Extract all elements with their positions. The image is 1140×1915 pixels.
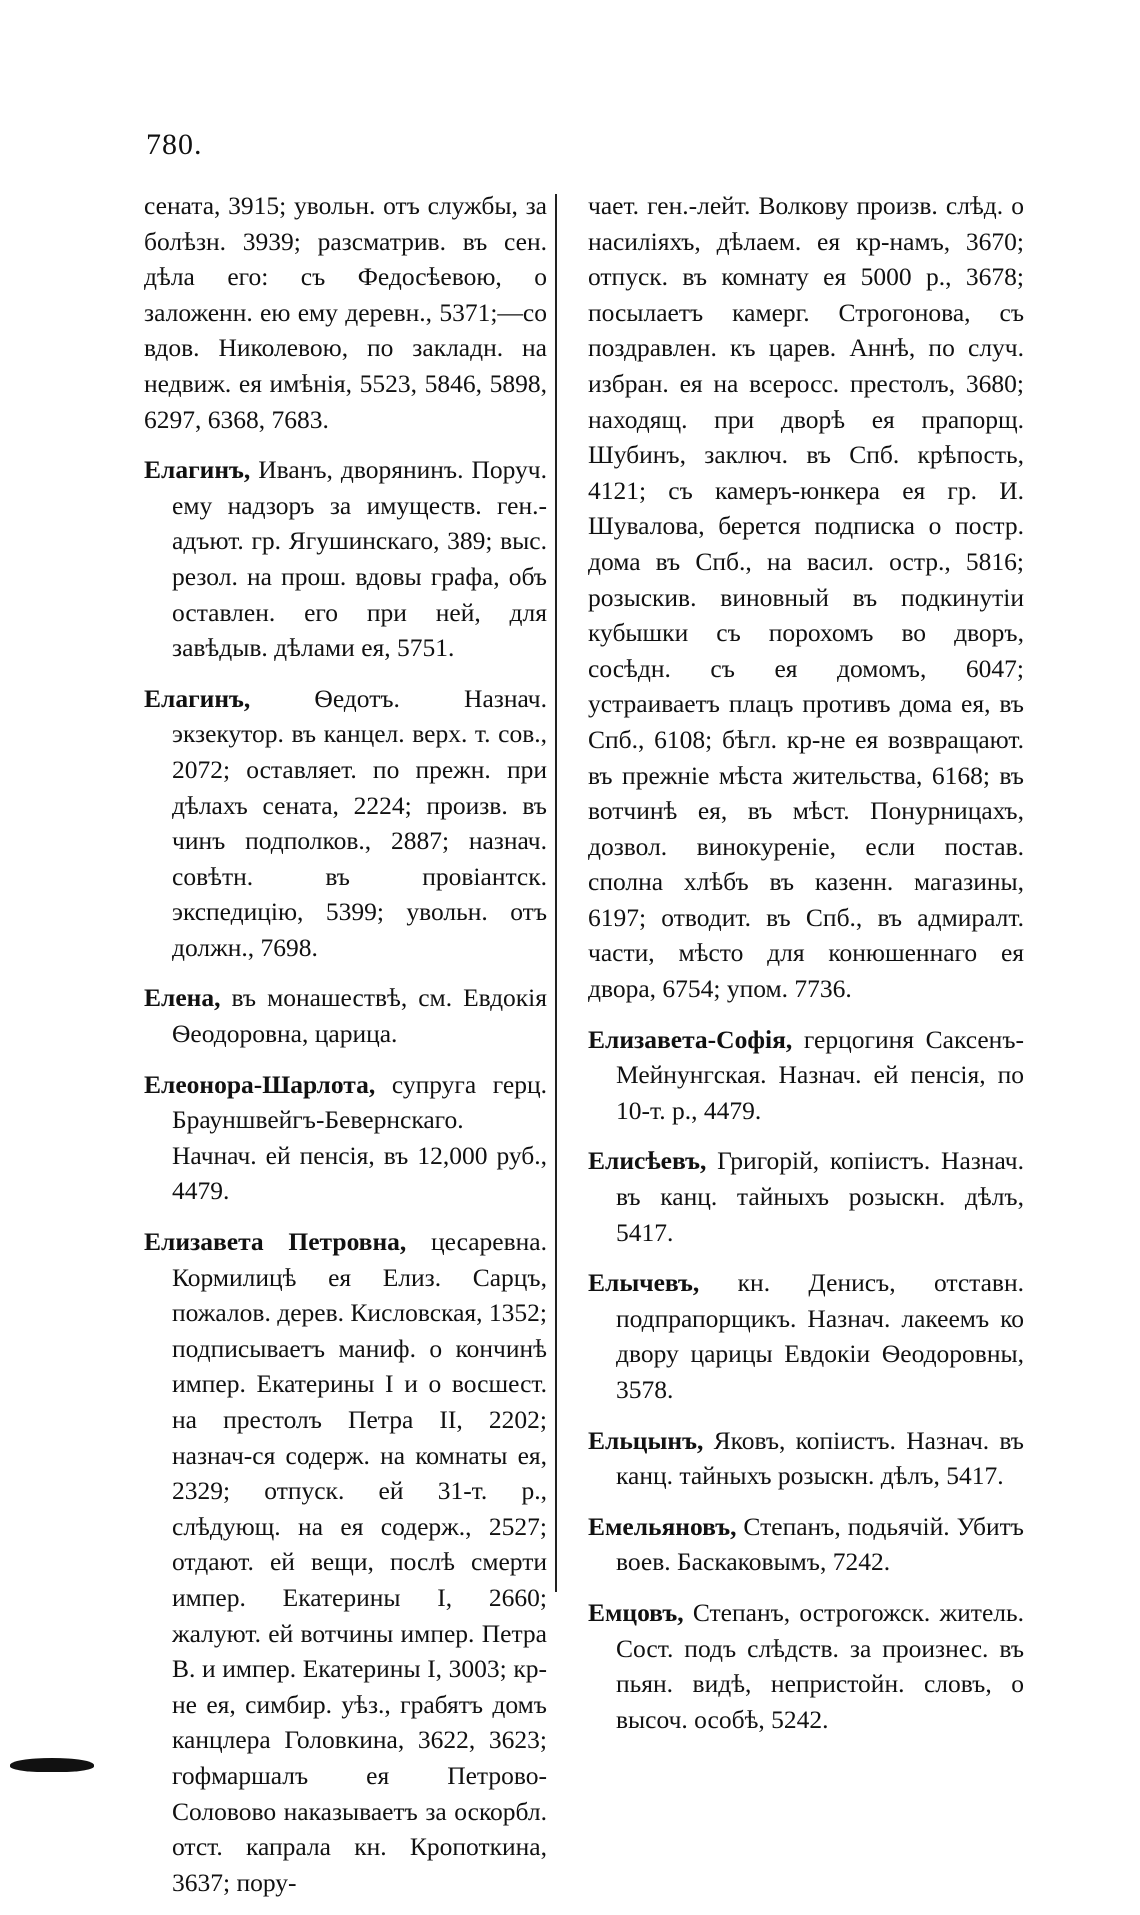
index-entry — [588, 1265, 1024, 1407]
entry-head: Елычевъ, — [588, 1268, 700, 1298]
entry-text: цесаревна. Кормилицѣ ея Елиз. Сарцъ, пожалов. дерев. Кисловская, 1352; подписываетъ маниф. о кончинѣ импер. Екатерины I и о восшест. на престолъ Петра II, 2202; назнач-ся содерж. на комнаты ея, 2329; отпуск. ей 31-т. р., слѣдующ. на ея содерж., 2527; отдают. ей вещи, послѣ смерти импер. Екатерины I, 2660; жалуют. ей вотчины импер. Петра В. и импер. Екатерины I, 3003; кр-не ея, симбир. уѣз., грабятъ домъ канцлера Головкина, 3622, 3623; гофмаршалъ ея Петрово-Соловово наказываетъ за оскорбл. отст. капрала кн. Кропоткина, 3637; пору- — [172, 1227, 547, 1897]
entry-head: Елена, — [144, 983, 221, 1013]
entry-text: чает. ген.-лейт. Волкову произв. слѣд. о насиліяхъ, дѣлаем. ея кр-намъ, 3670; отпуск. въ комнату ея 5000 р., 3678; посылаетъ камерг. Строгонова, съ поздравлен. къ царев. Аннѣ, по случ. избран. ея на всеросс. престолъ, 3680; находящ. при дворѣ ея прапорщ. Шубинъ, заключ. въ Спб. крѣпость, 4121; съ камеръ-юнкера ея гр. И. Шувалова, берется подписка о постр. дома въ Спб., на васил. остр., 5816; розыскив. виновный въ подкинутіи кубышки съ порохомъ во дворъ, сосѣдн. съ ея домомъ, 6047; устраиваетъ плацъ противъ дома ея, въ Спб., 6108; бѣгл. кр-не ея возвращают. въ прежніе мѣста жительства, 6168; въ вотчинѣ ея, въ мѣст. Понурницахъ, дозвол. винокуреніе, если постав. сполна хлѣбъ въ казенн. магазины, 6197; отводит. въ Спб., въ адмиралт. части, мѣсто для конюшеннаго ея двора, 6754; упом. 7736. — [588, 191, 1024, 1004]
entry-text: Ѳедотъ. Назнач. экзекутор. въ канцел. верх. т. сов., 2072; оставляет. по прежн. при дѣлахъ сената, 2224; произв. въ чинъ подполков., 2887; назнач. совѣтн. въ провіантск. экспедицію, 5399; увольн. отъ должн., 7698. — [172, 683, 547, 962]
entry-head: Емельяновъ, — [588, 1511, 737, 1541]
entry-text: Григорій, копіистъ. Назнач. въ канц. тайныхъ розыскн. дѣлъ, 5417. — [616, 1146, 1024, 1247]
entry-head: Ельцынъ, — [588, 1425, 704, 1455]
entry-head: Елисѣевъ, — [588, 1146, 707, 1176]
index-entry — [588, 1022, 1024, 1129]
entry-text: въ монашествѣ, см. Евдокія Ѳеодоровна, царица. — [172, 983, 547, 1049]
index-entry — [588, 1595, 1024, 1737]
index-entry — [144, 188, 547, 437]
index-entry — [144, 681, 547, 966]
index-entry — [144, 1224, 547, 1900]
entry-text: Иванъ, дворянинъ. Поруч. ему надзоръ за имуществ. ген.-адъют. гр. Ягушинскаго, 389; выс. резол. на прош. вдовы графа, объ оставлен. его при ней, для завѣдыв. дѣлами ея, 5751. — [172, 455, 547, 663]
ink-blot — [10, 1758, 94, 1772]
index-entry — [144, 980, 547, 1051]
page-number: 780. — [146, 128, 203, 161]
entry-head: Елизавета-Софія, — [588, 1024, 793, 1054]
index-entry — [144, 1067, 547, 1209]
entry-text: Яковъ, копіистъ. Назнач. въ канц. тайныхъ розыскн. дѣлъ, 5417. — [616, 1425, 1024, 1491]
entry-text: кн. Денисъ, отставн. подпрапорщикъ. Назнач. лакеемъ ко двору царицы Евдокіи Ѳеодоровны, 3578. — [616, 1268, 1024, 1404]
index-entry — [144, 452, 547, 666]
right-column — [588, 188, 1024, 1752]
index-entry — [588, 188, 1024, 1007]
column-divider — [555, 194, 557, 1592]
left-column — [144, 188, 547, 1915]
index-entry — [588, 1143, 1024, 1250]
entry-head: Елеонора-Шарлота, — [144, 1069, 376, 1099]
entry-text: герцогиня Саксенъ-Мейнунгская. Назнач. ей пенсія, по 10-т. р., 4479. — [616, 1024, 1024, 1125]
entry-text: супруга герц. Брауншвейгъ-Бевернскаго. Начнач. ей пенсія, въ 12,000 руб., 4479. — [172, 1069, 547, 1206]
entry-head: Елизавета Петровна, — [144, 1227, 407, 1257]
entry-text: сената, 3915; увольн. отъ службы, за болѣзн. 3939; разсматрив. въ сен. дѣла его: съ Федосѣевою, о заложенн. ею ему деревн., 5371;—со вдов. Николевою, по закладн. на недвиж. ея имѣнія, 5523, 5846, 5898, 6297, 6368, 7683. — [144, 191, 547, 434]
entry-text: Степанъ, острогожск. житель. Сост. подъ слѣдств. за произнес. въ пьян. видѣ, непристойн. словъ, о высоч. особѣ, 5242. — [616, 1597, 1024, 1734]
entry-head: Елагинъ, — [144, 683, 251, 713]
index-entry — [588, 1423, 1024, 1494]
index-entry — [588, 1509, 1024, 1580]
entry-text: Степанъ, подьячій. Убитъ воев. Баскаковымъ, 7242. — [616, 1511, 1024, 1577]
entry-head: Елагинъ, — [144, 455, 251, 485]
entry-head: Емцовъ, — [588, 1597, 684, 1627]
